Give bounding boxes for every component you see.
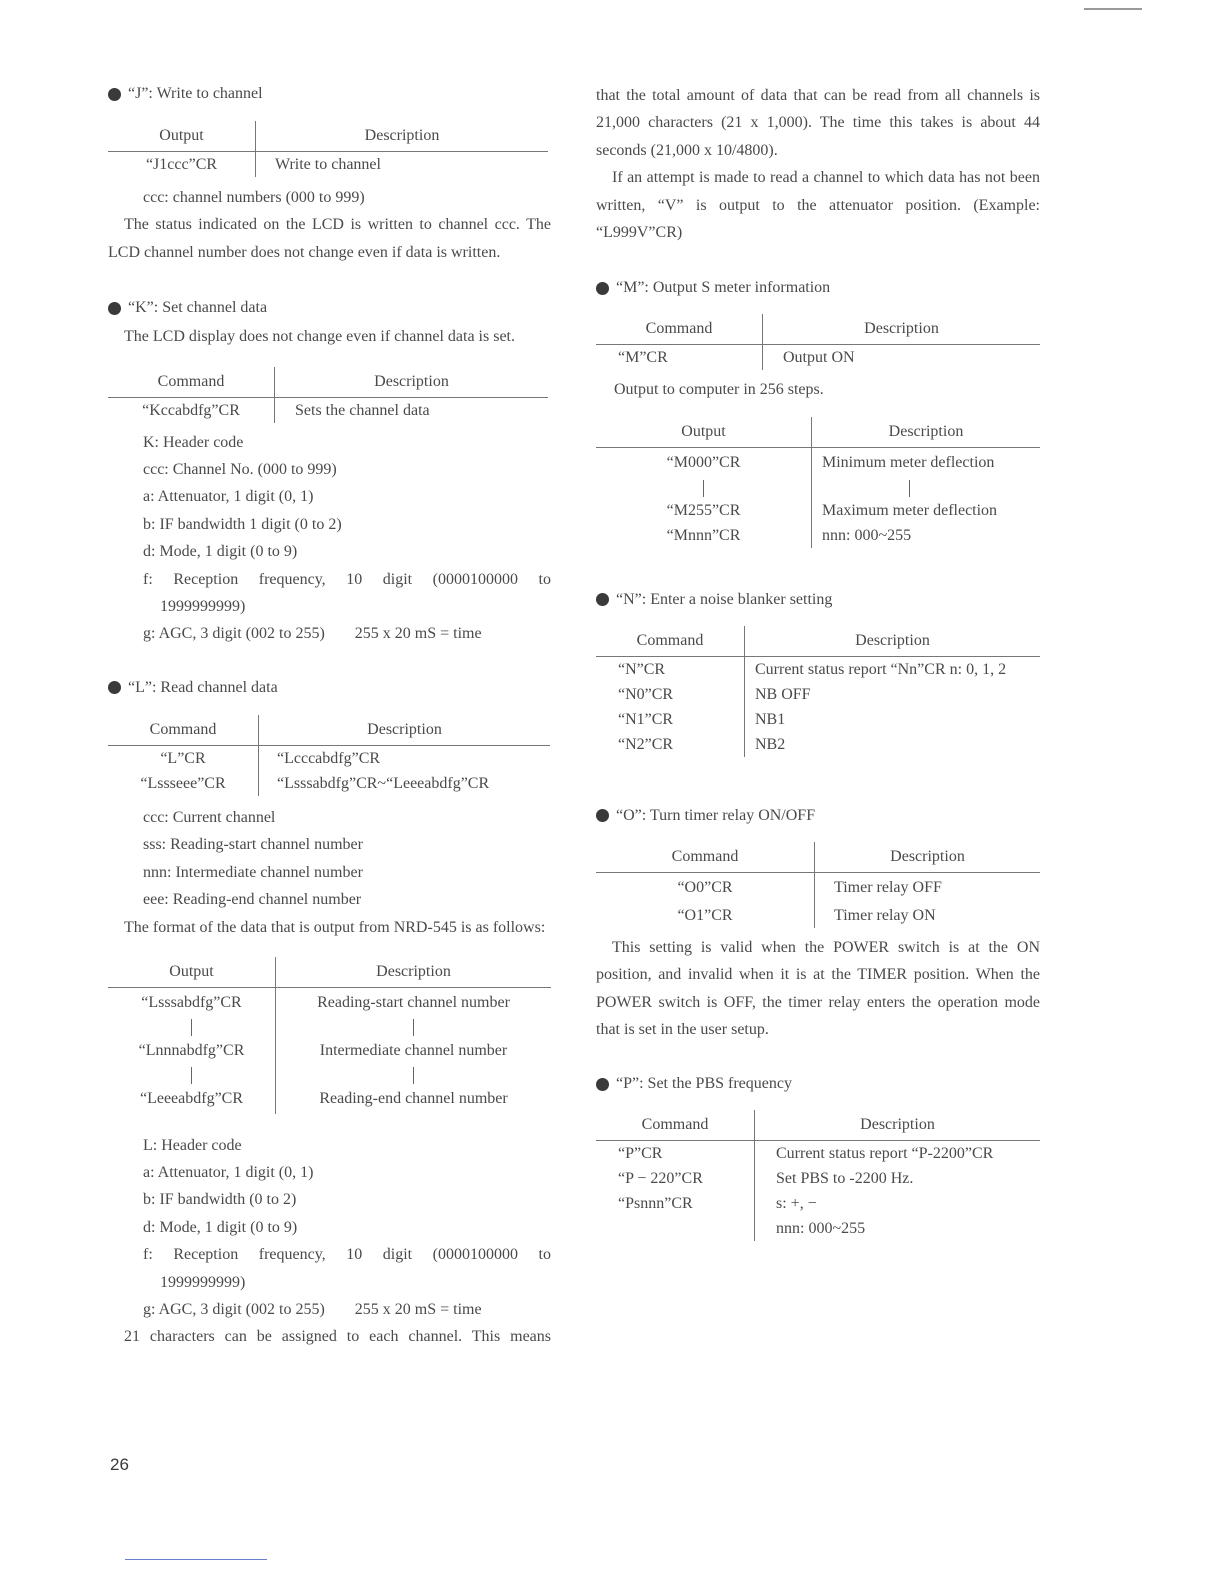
table-m: [596, 314, 1040, 370]
table-cell: Minimum meter deflection: [822, 454, 995, 472]
table-header: Description: [755, 1110, 1041, 1141]
table-row: [596, 345, 1040, 371]
table-row: [108, 397, 548, 423]
param-line: d: Mode, 1 digit (0 to 9): [143, 543, 298, 561]
table-header: Command: [596, 1110, 755, 1141]
table-o: [596, 842, 1040, 928]
table-header: Output: [108, 957, 276, 988]
table-cell: Current status report “P-2200”CR: [776, 1145, 994, 1163]
table-row: [596, 903, 1040, 928]
table-m-output: [596, 417, 1040, 548]
param-text: g: AGC, 3 digit (002 to 255): [143, 625, 325, 643]
param-line: [108, 1296, 551, 1323]
section-p-title: “P”: Set the PBS frequency: [616, 1075, 792, 1093]
section-m-heading: [596, 276, 1040, 300]
section-k-heading: [108, 296, 551, 320]
table-cell: “Mnnn”CR: [596, 523, 812, 548]
table-row: [108, 1084, 551, 1114]
table-header: Command: [108, 715, 259, 746]
table-cell: Intermediate channel number: [319, 1042, 508, 1060]
param-line: d: Mode, 1 digit (0 to 9): [143, 1218, 298, 1236]
param-line: a: Attenuator, 1 digit (0, 1): [143, 488, 314, 506]
table-cell: Reading-end channel number: [319, 1090, 508, 1108]
table-header: Command: [108, 367, 275, 398]
table-l: [108, 715, 550, 796]
table-cell: “N2”CR: [596, 732, 745, 757]
section-m-note: Output to computer in 256 steps.: [614, 381, 824, 399]
table-cell: [596, 1216, 755, 1241]
table-cell: “Kccabdfg”CR: [108, 397, 275, 423]
param-line: sss: Reading-start channel number: [143, 836, 363, 854]
param-line: a: Attenuator, 1 digit (0, 1): [143, 1163, 314, 1181]
table-header: Description: [275, 367, 549, 398]
table-cell: “N1”CR: [596, 707, 745, 732]
param-text: g: AGC, 3 digit (002 to 255): [143, 1301, 325, 1318]
continuation-marker: [276, 1066, 552, 1084]
param-line: [108, 620, 551, 647]
bullet-icon: [596, 593, 609, 606]
bullet-icon: [108, 681, 121, 694]
section-j-heading: [108, 82, 551, 106]
table-cell: Output ON: [783, 349, 855, 367]
table-cell: NB2: [755, 735, 786, 753]
table-cell: nnn: 000~255: [822, 526, 912, 544]
section-n-title: “N”: Enter a noise blanker setting: [616, 590, 833, 608]
table-cell: “Lsssabdfg”CR: [108, 987, 276, 1018]
section-p-heading: [596, 1072, 1040, 1096]
table-row: [108, 771, 550, 796]
table-n: [596, 626, 1040, 757]
table-row: [596, 707, 1040, 732]
bullet-icon: [596, 282, 609, 295]
table-row: [596, 1141, 1040, 1167]
table-row: [108, 1036, 551, 1066]
table-cell: NB1: [755, 710, 786, 728]
section-l-continuation: that the total amount of data that can be read from all channels is 21,000 characters (21 x 1,000). The time this takes is about 44 seconds (21,000 x 10/4800).: [596, 87, 1040, 159]
table-cell: “M000”CR: [596, 447, 812, 478]
table-row: [596, 498, 1040, 523]
table-cell: “L”CR: [108, 745, 259, 771]
table-header: Description: [745, 626, 1041, 657]
table-cell: Current status report “Nn”CR n: 0, 1, 2: [755, 660, 1007, 678]
table-cell: “Lsssabdfg”CR~“Leeeabdfg”CR: [277, 774, 490, 792]
param-line: f: Reception frequency, 10 digit (0000100000 to: [143, 1246, 551, 1264]
continuation-marker: [276, 1018, 552, 1036]
table-row: [596, 732, 1040, 757]
table-row: [596, 1166, 1040, 1191]
param-line: 1999999999): [160, 1273, 246, 1291]
table-cell: “Leeeabdfg”CR: [108, 1084, 276, 1114]
table-row: [108, 745, 550, 771]
top-rule: [1084, 8, 1142, 10]
table-cell: “M255”CR: [596, 498, 812, 523]
table-cell: nnn: 000~255: [776, 1220, 866, 1238]
table-p: [596, 1110, 1040, 1241]
table-j: [108, 121, 548, 177]
table-header: Description: [812, 417, 1041, 448]
table-header: Description: [763, 314, 1041, 345]
continuation-marker: [108, 1018, 276, 1036]
table-row: [596, 447, 1040, 478]
table-row: [596, 682, 1040, 707]
section-l-paragraph3: If an attempt is made to read a channel to which data has not been written, “V” is output to the attenuator position. (Example: “L999V”CR): [596, 169, 1040, 242]
table-cell: “J1ccc”CR: [108, 152, 256, 178]
table-cell: Set PBS to -2200 Hz.: [776, 1170, 914, 1188]
table-row: [596, 1191, 1040, 1216]
param-text: 255 x 20 mS = time: [354, 625, 482, 643]
table-cell: “M”CR: [596, 345, 763, 371]
table-cell: NB OFF: [755, 685, 811, 703]
table-cell: Maximum meter deflection: [822, 501, 998, 519]
table-row: [596, 523, 1040, 548]
param-line: ccc: Current channel: [143, 808, 276, 826]
table-cell: “Lssseee”CR: [108, 771, 259, 796]
table-header: Description: [815, 842, 1041, 873]
table-cell: Reading-start channel number: [317, 994, 510, 1012]
table-row: [108, 152, 548, 178]
section-k-params: [108, 429, 551, 648]
bullet-icon: [596, 1078, 609, 1091]
param-text: 255 x 20 mS = time: [354, 1301, 482, 1318]
param-line: 1999999999): [160, 598, 246, 616]
table-header: Output: [596, 417, 812, 448]
table-cell: “Lnnnabdfg”CR: [108, 1036, 276, 1066]
section-o-title: “O”: Turn timer relay ON/OFF: [616, 806, 816, 824]
table-cell: “O0”CR: [596, 872, 815, 903]
table-cell: Timer relay ON: [834, 906, 936, 924]
param-line: ccc: Channel No. (000 to 999): [143, 461, 337, 479]
table-l-output: [108, 957, 551, 1114]
table-cell: Timer relay OFF: [834, 879, 942, 897]
bullet-icon: [596, 809, 609, 822]
section-j-note: [108, 184, 551, 211]
table-row: [596, 656, 1040, 682]
param-line: f: Reception frequency, 10 digit (0000100000 to: [143, 570, 551, 588]
param-line: nnn: Intermediate channel number: [143, 863, 363, 881]
section-n-heading: [596, 588, 1040, 612]
table-cell: s: +, −: [776, 1195, 817, 1213]
table-cell: “P − 220”CR: [596, 1166, 755, 1191]
table-header: Output: [108, 121, 256, 152]
table-row: [596, 872, 1040, 903]
param-line: eee: Reading-end channel number: [143, 891, 362, 909]
table-header: Command: [596, 842, 815, 873]
table-cell: “Lcccabdfg”CR: [277, 749, 381, 767]
section-k-title: “K”: Set channel data: [128, 299, 268, 317]
table-cell: Sets the channel data: [295, 401, 430, 419]
table-cell: “P”CR: [596, 1141, 755, 1167]
section-j-paragraph: The status indicated on the LCD is written to channel ccc. The LCD channel number does not change even if data is written.: [108, 216, 551, 261]
bullet-icon: [108, 88, 121, 101]
section-l-title: “L”: Read channel data: [128, 678, 278, 696]
right-column: [596, 82, 1040, 1241]
table-row: [108, 987, 551, 1018]
table-header: Command: [596, 626, 745, 657]
bullet-icon: [108, 302, 121, 315]
table-cell: Write to channel: [275, 156, 381, 173]
table-cell: “O1”CR: [596, 903, 815, 928]
table-cell: “N0”CR: [596, 682, 745, 707]
bottom-rule: [125, 1559, 267, 1560]
table-row: [596, 1216, 1040, 1241]
section-k-paragraph: The LCD display does not change even if channel data is set.: [124, 328, 515, 346]
section-l-paragraph2: 21 characters can be assigned to each channel. This means: [124, 1328, 551, 1346]
section-l-heading: [108, 676, 551, 700]
page-number: 26: [110, 1455, 129, 1474]
table-header: Description: [276, 957, 552, 988]
section-o-heading: [596, 804, 1040, 828]
section-l-paragraph: The format of the data that is output from NRD-545 is as follows:: [124, 918, 546, 936]
param-line: b: IF bandwidth (0 to 2): [143, 1191, 297, 1209]
table-cell: “Psnnn”CR: [596, 1191, 755, 1216]
continuation-marker: [108, 1066, 276, 1084]
param-line: ccc: channel numbers (000 to 999): [143, 189, 365, 206]
param-line: b: IF bandwidth 1 digit (0 to 2): [143, 515, 342, 533]
table-cell: “N”CR: [596, 656, 745, 682]
table-header: Description: [256, 121, 549, 152]
section-l-params: [108, 804, 551, 914]
param-line: K: Header code: [143, 433, 244, 451]
left-column: [108, 82, 551, 1351]
continuation-marker: [812, 478, 1041, 498]
table-header: Command: [596, 314, 763, 345]
section-j-title: “J”: Write to channel: [128, 85, 263, 102]
continuation-marker: [596, 478, 812, 498]
section-l-params2: [108, 1132, 551, 1324]
table-k: [108, 367, 548, 423]
table-header: Description: [259, 715, 551, 746]
param-line: L: Header code: [143, 1136, 242, 1154]
section-o-paragraph: This setting is valid when the POWER switch is at the ON position, and invalid when it is at the TIMER position. When the POWER switch is OFF, the timer relay enters the operation mode that is set in the user setup.: [596, 938, 1040, 1039]
section-m-title: “M”: Output S meter information: [616, 279, 831, 297]
